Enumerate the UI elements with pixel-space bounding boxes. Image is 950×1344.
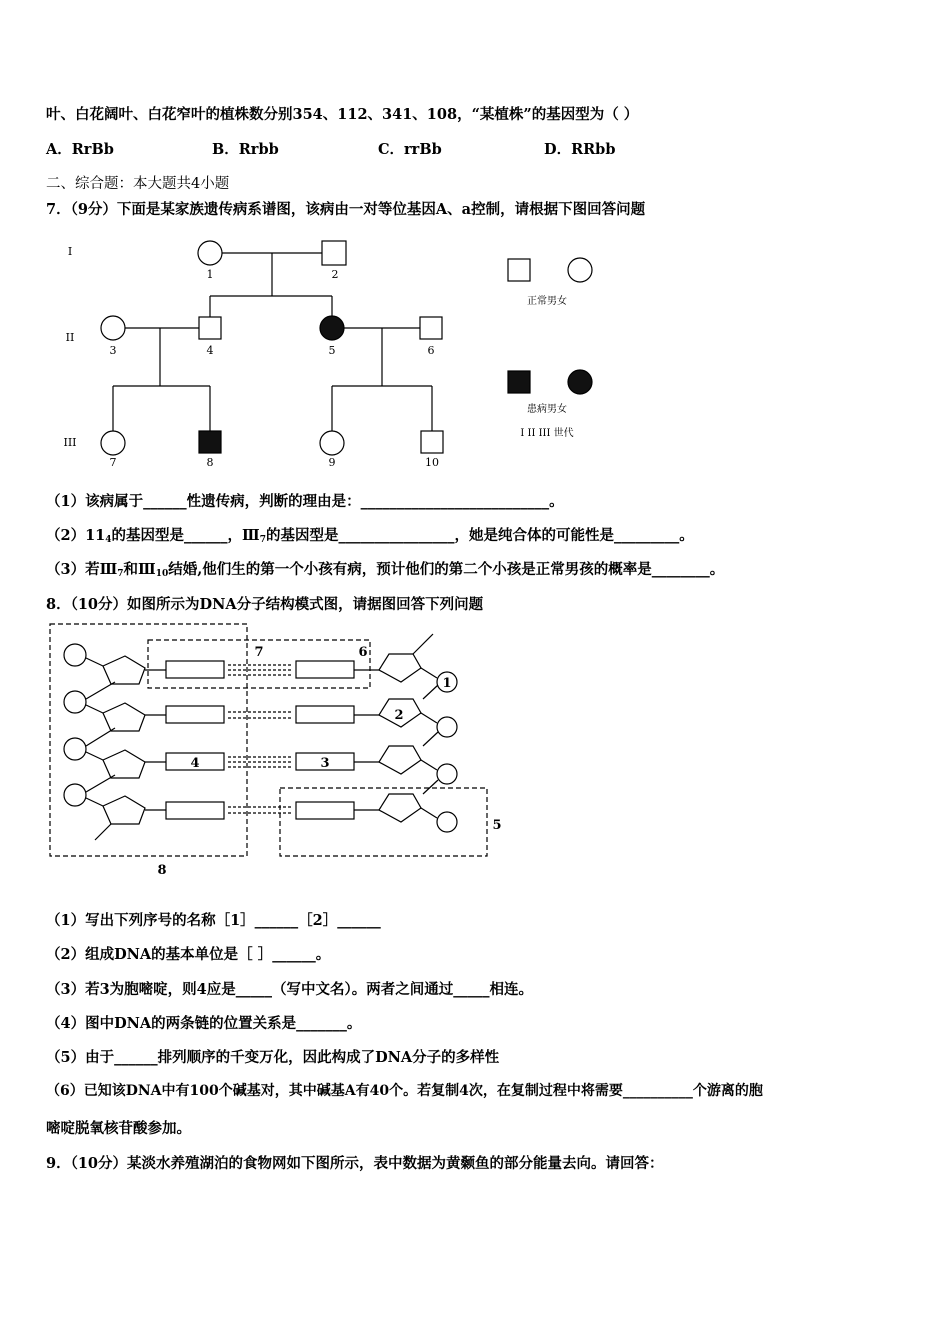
q7-sub2: $(2)11_4$的基因型是______，$Ⅲ_7$的基因型是________________，她是纯合体的可能性是_________。 — [46, 527, 694, 545]
q8-sub2: （2）组成DNA的基本单位是［ ］______。 — [46, 946, 331, 963]
q7-sub3: （3）若$Ⅲ_7$和$Ⅲ_{10}$结婚,他们生的第一个小孩有病，预计他们的第二个小孩是正常男孩的概率是________。 — [46, 561, 725, 579]
q6-tail-text: 叶、白花阔叶、白花窄叶的植株数分别354、112、341、108，“某植株”的基因型为（ ） — [46, 106, 639, 123]
legend-normal-female — [568, 258, 592, 282]
individual-2 — [322, 241, 346, 265]
svg-text:2: 2 — [331, 268, 339, 281]
q7-sub1: （1）该病属于______性遗传病，判断的理由是：__________________________。 — [46, 493, 564, 510]
q7-stem: 7．（9分）下面是某家族遗传病系谱图，该病由一对等位基因A、a控制，请根据下图回答问题 — [46, 201, 646, 218]
q8-sub4: （4）图中DNA的两条链的位置关系是_______。 — [46, 1015, 362, 1032]
dna-label-6: 6 — [358, 645, 368, 660]
dna-label-5: 5 — [492, 818, 502, 833]
svg-text:9: 9 — [328, 456, 336, 469]
generation-label-3: III — [63, 436, 77, 449]
individual-6 — [420, 317, 442, 339]
section-title: 二、综合题：本大题共4小题 — [46, 176, 230, 192]
svg-text:3: 3 — [109, 344, 117, 357]
svg-text:8: 8 — [206, 456, 214, 469]
individual-10 — [421, 431, 443, 453]
individual-4 — [199, 317, 221, 339]
q8-sub3: （3）若3为胞嘧啶，则4应是_____（写中文名）。两者之间通过_____相连。 — [46, 981, 534, 998]
svg-text:10: 10 — [425, 456, 439, 469]
legend-generations-text: I II III 世代 — [520, 428, 574, 439]
individual-1 — [198, 241, 222, 265]
q8-stem: 8．（10分）如图所示为DNA分子结构模式图，请据图回答下列问题 — [46, 596, 484, 613]
svg-text:7: 7 — [109, 456, 117, 469]
legend-normal-text: 正常男女 — [527, 296, 567, 307]
q9-stem: 9．（10分）某淡水养殖湖泊的食物网如下图所示，表中数据为黄颡鱼的部分能量去向。请回答： — [46, 1155, 664, 1172]
q6-option-b[interactable]: B．Rrbb — [212, 141, 279, 158]
legend-affected-female — [568, 370, 592, 394]
dna-label-8: 8 — [157, 863, 167, 878]
svg-text:4: 4 — [206, 344, 214, 357]
q6-option-d[interactable]: D．RRbb — [544, 141, 616, 158]
q8-sub6a: （6）已知该DNA中有100个碱基对，其中碱基A有40个。若复制4次，在复制过程中将需要__________个游离的胞 — [46, 1083, 763, 1099]
dna-diagram — [45, 620, 525, 880]
dna-label-1: 1 — [442, 676, 452, 691]
q8-sub6b: 嘧啶脱氧核苷酸参加。 — [46, 1120, 191, 1137]
dna-label-3: 3 — [320, 756, 330, 771]
dna-label-7: 7 — [254, 645, 264, 660]
legend-affected-male — [508, 371, 530, 393]
q6-option-c[interactable]: C．rrBb — [378, 141, 442, 158]
q8-sub5: （5）由于______排列顺序的千变万化，因此构成了DNA分子的多样性 — [46, 1049, 500, 1066]
legend-normal-male — [508, 259, 530, 281]
legend-affected-text: 患病男女 — [527, 404, 567, 415]
individual-9 — [320, 431, 344, 455]
dna-label-4: 4 — [190, 756, 200, 771]
individual-7 — [101, 431, 125, 455]
individual-5 — [320, 316, 344, 340]
q8-sub1: （1）写出下列序号的名称［1］______［2］______ — [46, 912, 381, 929]
box-5 — [280, 788, 487, 856]
svg-text:1: 1 — [206, 268, 214, 281]
generation-label-2: II — [65, 331, 75, 344]
generation-label-1: I — [67, 245, 73, 258]
pedigree-diagram — [40, 228, 660, 478]
individual-3 — [101, 316, 125, 340]
svg-text:5: 5 — [328, 344, 336, 357]
q6-option-a[interactable]: A．RrBb — [46, 141, 114, 158]
svg-text:6: 6 — [427, 344, 435, 357]
individual-8 — [199, 431, 221, 453]
dna-label-2: 2 — [394, 708, 404, 723]
